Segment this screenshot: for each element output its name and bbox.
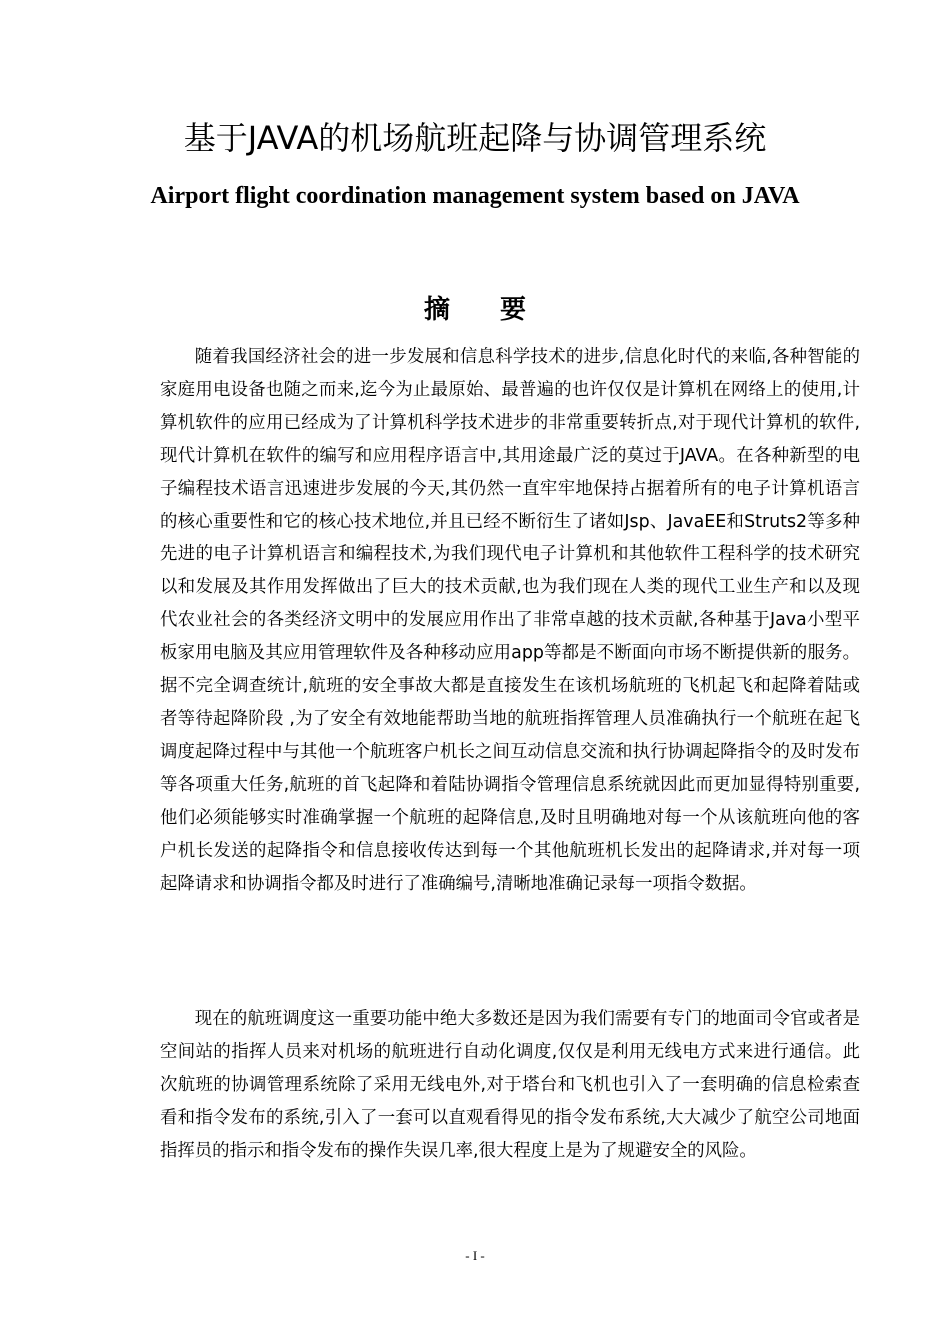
abstract-paragraph-1: 随着我国经济社会的进一步发展和信息科学技术的进步,信息化时代的来临,各种智能的家庭用电设备也随之而来,迄今为止最原始、最普遍的也许仅仅是计算机在网络上的使用,计算机软件的应用已经成为了计算机科学技术进步的非常重要转折点,对于现代计算机的软件,现代计算机在软件的编写和应用程序语言中,其用途最广泛的莫过于JAVA。在各种新型的电子编程技术语言迅速进步发展的今天,其仍然一直牢牢地保持占据着所有的电子计算机语言的核心重要性和它的核心技术地位,并且已经不断衍生了诸如Jsp、JavaEE和Struts2等多种先进的电子计算机语言和编程技术,为我们现代电子计算机和其他软件工程科学的技术研究以和发展及其作用发挥做出了巨大的技术贡献,也为我们现在人类的现代工业生产和以及现代农业社会的各类经济文明中的发展应用作出了非常卓越的技术贡献,各种基于Java小型平板家用电脑及其应用管理软件及各种移动应用app等都是不断面向市场不断提供新的服务。据不完全调查统计,航班的安全事故大都是直接发生在该机场航班的飞机起飞和起降着陆或者等待起降阶段 ,为了安全有效地能帮助当地的航班指挥管理人员准确执行一个航班在起飞调度起降过程中与其他一个航班客户机长之间互动信息交流和执行协调起降指令的及时发布等各项重大任务,航班的首飞起降和着陆协调指令管理信息系统就因此而更加显得特别重要,他们必须能够实时准确掌握一个航班的起降信息,及时且明确地对每一个从该航班向他的客户机长发送的起降指令和信息接收传达到每一个其他航班机长发出的起降请求,并对每一项起降请求和协调指令都及时进行了准确编号,清晰地准确记录每一项指令数据。 <box>160 347 860 894</box>
page-number: - I - <box>465 1248 485 1263</box>
abstract-paragraph-2: 现在的航班调度这一重要功能中绝大多数还是因为我们需要有专门的地面司令官或者是空间站的指挥人员来对机场的航班进行自动化调度,仅仅是利用无线电方式来进行通信。此次航班的协调管理系统除了采用无线电外,对于塔台和飞机也引入了一套明确的信息检索查看和指令发布的系统,引入了一套可以直观看得见的指令发布系统,大大减少了航空公司地面指挥员的指示和指令发布的操作失误几率,很大程度上是为了规避安全的风险。 <box>160 1009 860 1161</box>
abstract-heading-char-1: 摘 <box>423 295 450 325</box>
chinese-title: 基于JAVA的机场航班起降与协调管理系统 <box>183 119 767 157</box>
english-title: Airport flight coordination management system based on JAVA <box>150 183 800 209</box>
abstract-heading <box>0 288 950 332</box>
abstract-heading-char-2: 要 <box>500 295 527 325</box>
